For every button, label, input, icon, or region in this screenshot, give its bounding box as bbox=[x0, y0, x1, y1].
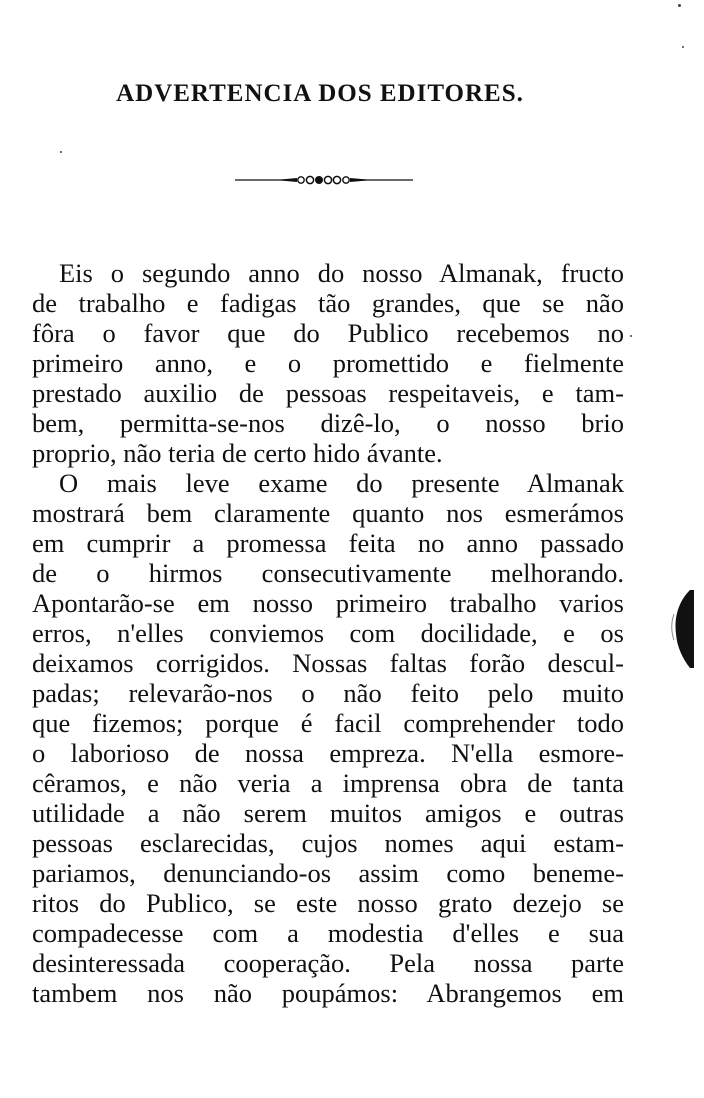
text-line: mostrará bem claramente quanto nos esmerámos bbox=[32, 498, 624, 528]
text-line: desinteressada cooperação. Pela nossa parte bbox=[32, 948, 624, 978]
paragraph-2 bbox=[32, 468, 624, 1008]
text-line: fôra o favor que do Publico recebemos no bbox=[32, 318, 624, 348]
text-line: bem, permitta-se-nos dizê-lo, o nosso brio bbox=[32, 408, 624, 438]
page-heading: ADVERTENCIA DOS EDITORES. bbox=[116, 80, 524, 107]
text-line: ritos do Publico, se este nosso grato dezejo se bbox=[32, 888, 624, 918]
paper-speck bbox=[682, 46, 684, 48]
text-line: Apontarão-se em nosso primeiro trabalho varios bbox=[32, 588, 624, 618]
text-line: padas; relevarão-nos o não feito pelo muito bbox=[32, 678, 624, 708]
decorative-rule-icon bbox=[235, 172, 413, 188]
paper-speck bbox=[630, 335, 632, 337]
paragraph-1 bbox=[32, 258, 624, 468]
text-line: pessoas esclarecidas, cujos nomes aqui estam- bbox=[32, 828, 624, 858]
text-line: primeiro anno, e o promettido e fielmente bbox=[32, 348, 624, 378]
text-line: proprio, não teria de certo hido ávante. bbox=[32, 438, 443, 468]
text-line: Eis o segundo anno do nosso Almanak, fructo bbox=[59, 258, 624, 288]
text-line: deixamos corrigidos. Nossas faltas forão descul- bbox=[32, 648, 624, 678]
text-line: que fizemos; porque é facil comprehender todo bbox=[32, 708, 624, 738]
text-line: de trabalho e fadigas tão grandes, que se não bbox=[32, 288, 624, 318]
text-line: de o hirmos consecutivamente melhorando. bbox=[32, 558, 624, 588]
paper-speck bbox=[60, 151, 62, 153]
advertencia-text bbox=[32, 258, 624, 1008]
text-line: cêramos, e não veria a imprensa obra de tanta bbox=[32, 768, 624, 798]
text-line: O mais leve exame do presente Almanak bbox=[59, 468, 624, 498]
paper-speck bbox=[678, 4, 681, 7]
text-line: tambem nos não poupámos: Abrangemos em bbox=[32, 978, 624, 1008]
text-line: em cumprir a promessa feita no anno passado bbox=[32, 528, 624, 558]
text-line: utilidade a não serem muitos amigos e outras bbox=[32, 798, 624, 828]
text-line: prestado auxilio de pessoas respeitaveis, e tam- bbox=[32, 378, 624, 408]
text-line: erros, n'elles conviemos com docilidade, e os bbox=[32, 618, 624, 648]
text-line: pariamos, denunciando-os assim como beneme- bbox=[32, 858, 624, 888]
text-line: compadecesse com a modestia d'elles e sua bbox=[32, 918, 624, 948]
page-edge-shadow-icon bbox=[668, 588, 694, 670]
text-line: o laborioso de nossa empreza. N'ella esmore- bbox=[32, 738, 624, 768]
